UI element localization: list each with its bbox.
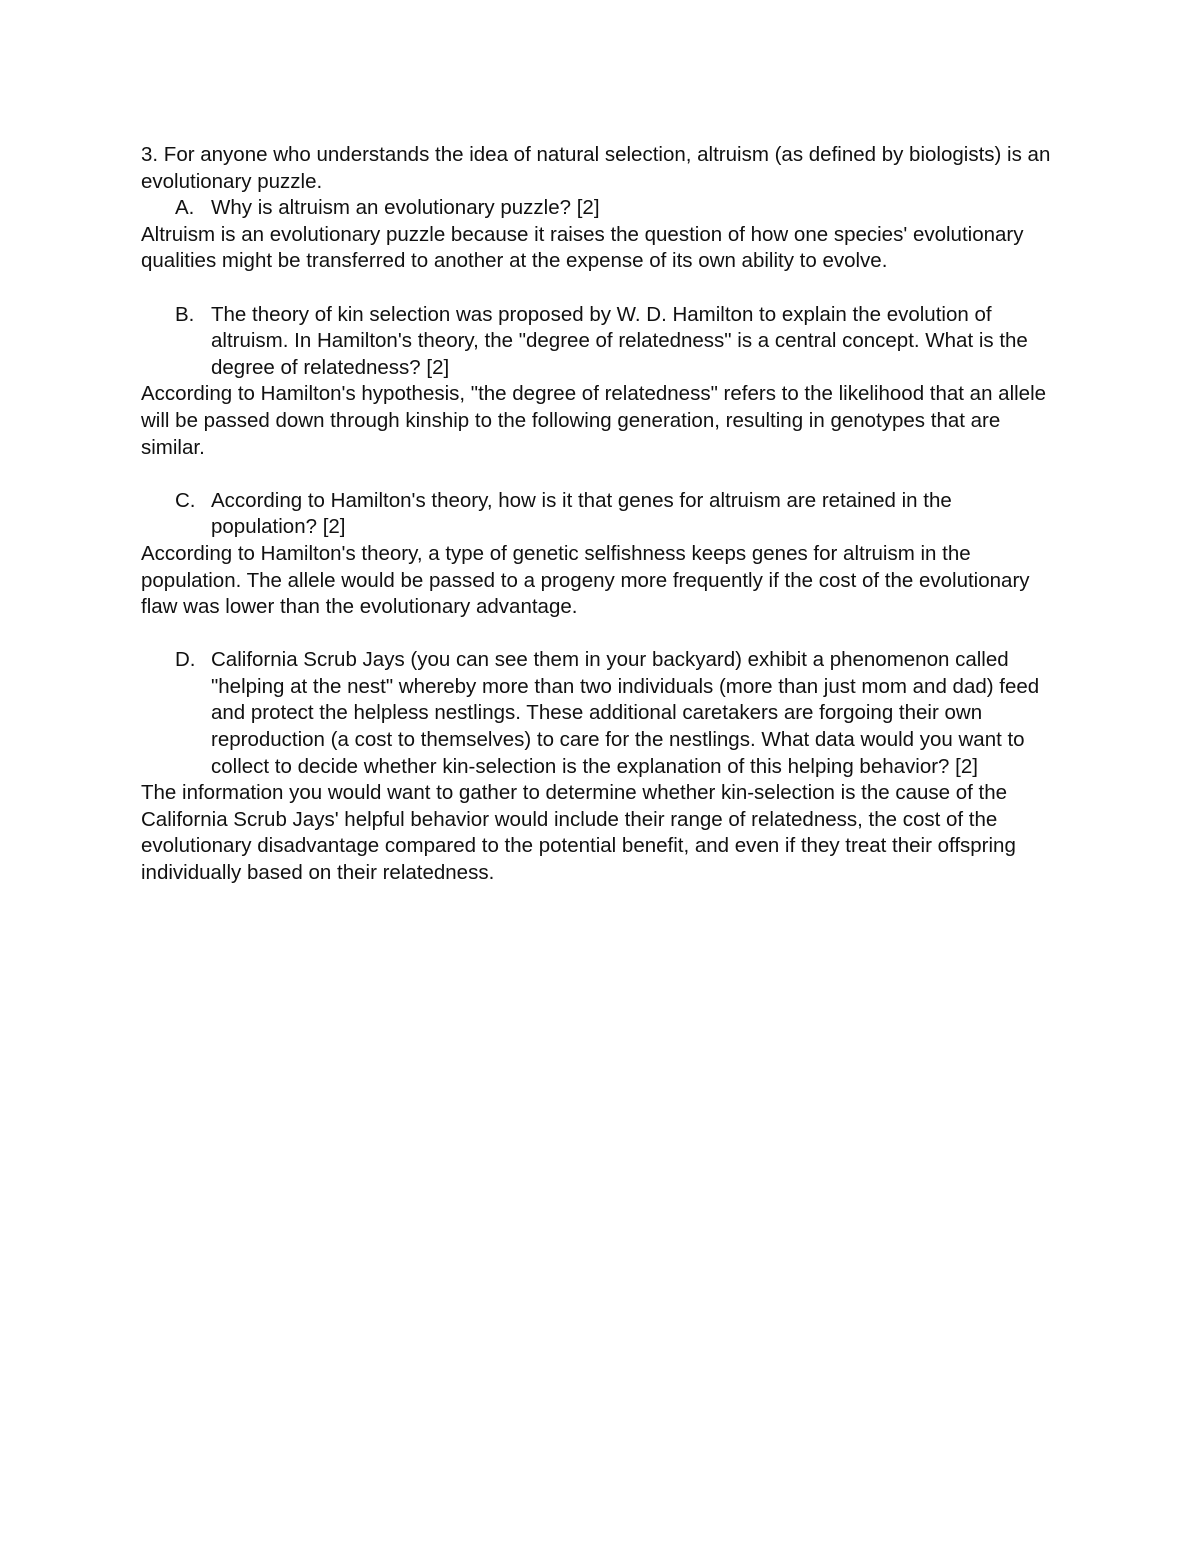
question-intro: 3. For anyone who understands the idea of natural selection, altruism (as defined by biologists) is an evolutionary puzzle. <box>141 143 1051 193</box>
part-letter: B. <box>175 302 195 326</box>
question-part-b <box>141 302 1061 382</box>
part-question: The theory of kin selection was proposed by W. D. Hamilton to explain the evolution of altruism. In Hamilton's theory, the "degree of relatedness" is a central concept. What is the degree of relatedness? [2] <box>211 302 1028 379</box>
question-part-c <box>141 488 1061 541</box>
part-question: According to Hamilton's theory, how is it that genes for altruism are retained in the population? [2] <box>211 488 952 539</box>
answer-a: Altruism is an evolutionary puzzle because it raises the question of how one species' evolutionary qualities might be transferred to another at the expense of its own ability to evolve. <box>141 222 1024 273</box>
question-part-a <box>141 195 1061 222</box>
spacer <box>141 275 1061 302</box>
answer-c: According to Hamilton's theory, a type of genetic selfishness keeps genes for altruism in the population. The allele would be passed to a progeny more frequently if the cost of the evolutionary flaw was lower than the evolutionary advantage. <box>141 541 1030 619</box>
answer-d: The information you would want to gather to determine whether kin-selection is the cause of the California Scrub Jays' helpful behavior would include their range of relatedness, the cost of the evolutionary disadvantage compared to the potential benefit, and even if they treat their offspring individually based on their relatedness. <box>141 781 1016 885</box>
part-letter: D. <box>175 648 196 672</box>
spacer <box>141 461 1061 488</box>
document-page <box>141 142 1061 887</box>
question-part-d <box>141 647 1061 780</box>
part-letter: A. <box>175 196 195 220</box>
part-letter: C. <box>175 488 196 512</box>
part-question: California Scrub Jays (you can see them in your backyard) exhibit a phenomenon called "helping at the nest" whereby more than two individuals (more than just mom and dad) feed and protect the helpless nestlings. These additional caretakers are forgoing their own reproduction (a cost to themselves) to care for the nestlings. What data would you want to collect to decide whether kin-selection is the explanation of this helping behavior? [2] <box>211 648 1040 778</box>
spacer <box>141 621 1061 648</box>
answer-b: According to Hamilton's hypothesis, "the degree of relatedness" refers to the likelihood that an allele will be passed down through kinship to the following generation, resulting in genotypes that are similar. <box>141 382 1047 459</box>
part-question: Why is altruism an evolutionary puzzle? [2] <box>211 196 600 220</box>
